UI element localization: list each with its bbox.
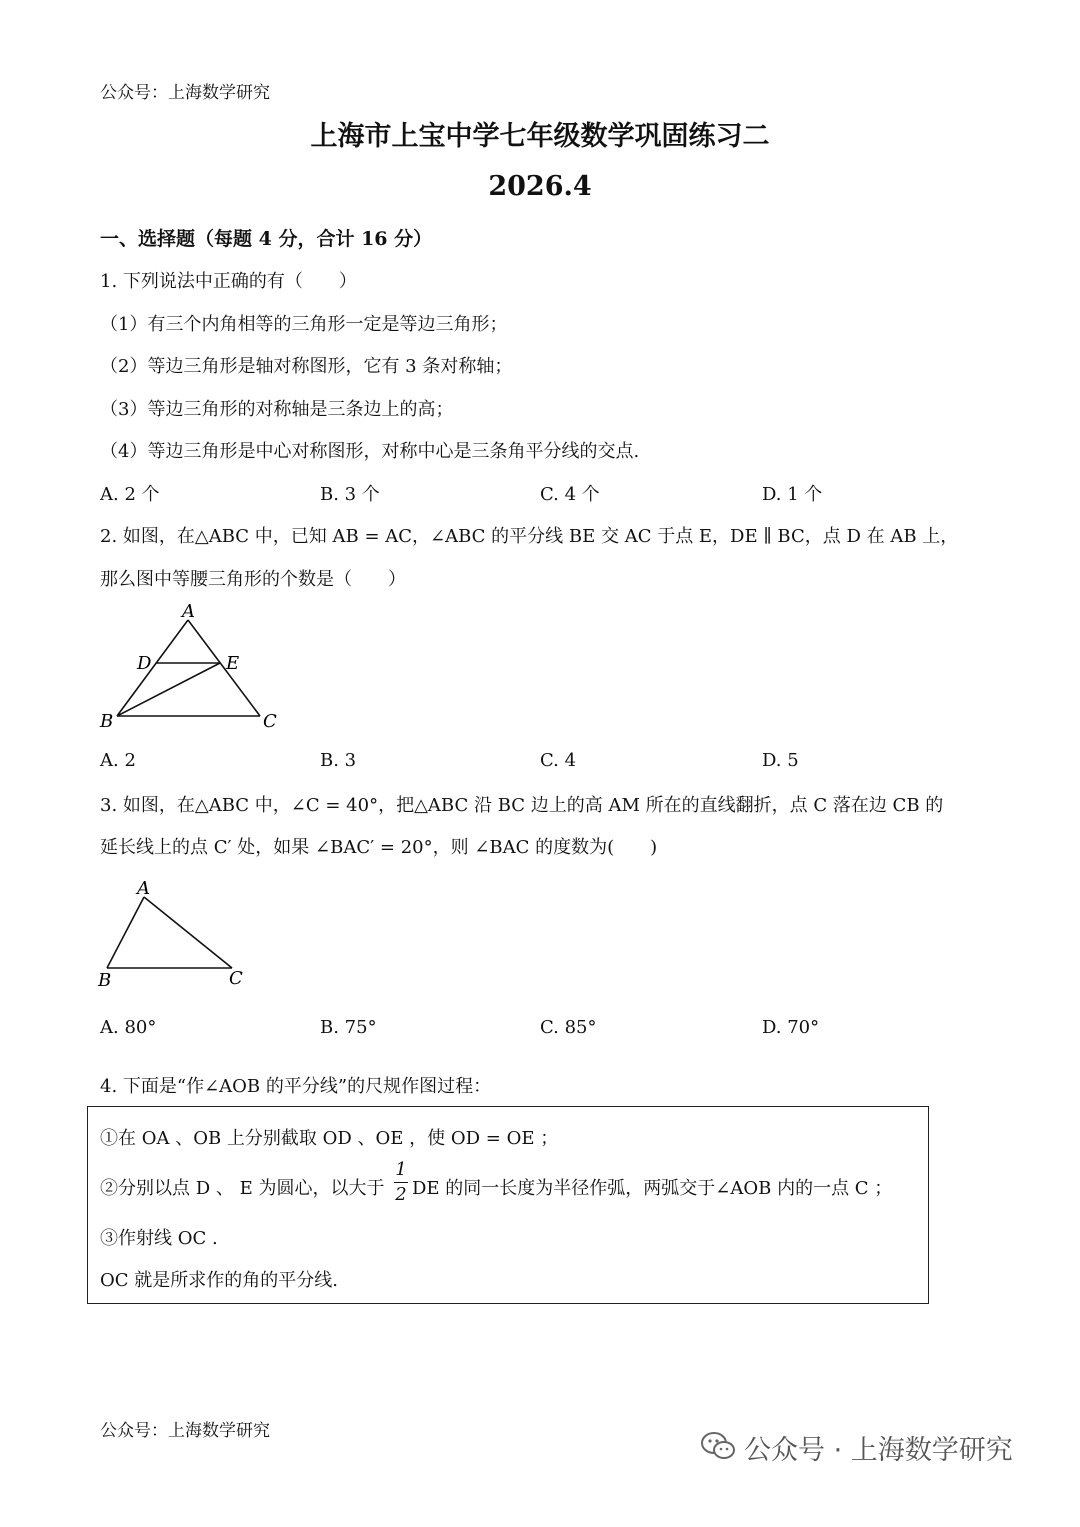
q1-stem: 1. 下列说法中正确的有（ ）: [100, 271, 357, 292]
q2-edge-ab: [117, 620, 188, 716]
q4-step-3: ③作射线 OC .: [100, 1228, 218, 1249]
q3-stem-line1: 3. 如图，在△ABC 中，∠C = 40°，把△ABC 沿 BC 边上的高 AM 所在的直线翻折，点 C 落在边 CB 的: [100, 795, 944, 816]
header-source: 公众号：上海数学研究: [100, 83, 270, 103]
q2-option-b: B. 3: [320, 750, 357, 771]
page-title: 上海市上宝中学七年级数学巩固练习二: [310, 121, 770, 152]
section-title: 一、选择题（每题 4 分，合计 16 分）: [100, 228, 433, 250]
q2-label-b: B: [100, 711, 114, 732]
q4-step-2-pre: ②分别以点 D 、 E 为圆心，以大于: [100, 1178, 385, 1199]
q3-label-b: B: [98, 970, 112, 991]
q3-label-a: A: [137, 878, 150, 899]
q2-label-c: C: [263, 711, 277, 732]
q2-label-a: A: [182, 601, 195, 622]
q2-option-c: C. 4: [540, 750, 577, 771]
q4-fraction: [394, 1160, 408, 1205]
q1-item-2: （2）等边三角形是轴对称图形，它有 3 条对称轴；: [100, 356, 513, 377]
q4-fraction-denominator: 2: [395, 1184, 407, 1205]
q2-stem-line1: 2. 如图，在△ABC 中，已知 AB = AC，∠ABC 的平分线 BE 交 AC 于点 E，DE ∥ BC，点 D 在 AB 上，: [100, 526, 959, 547]
q3-option-a: A. 80°: [100, 1017, 157, 1038]
q2-label-d: D: [137, 653, 152, 674]
q2-stem-line2: 那么图中等腰三角形的个数是（ ）: [100, 569, 406, 590]
q3-figure: [95, 875, 255, 995]
q1-option-a: A. 2 个: [100, 484, 160, 505]
q1-option-d: D. 1 个: [762, 484, 823, 505]
q4-step-2-post: DE 的同一长度为半径作弧，两弧交于∠AOB 内的一点 C ；: [412, 1178, 893, 1199]
page-date: 2026.4: [488, 171, 592, 202]
q3-option-d: D. 70°: [762, 1017, 820, 1038]
q1-option-c: C. 4 个: [540, 484, 600, 505]
footer-source: 公众号：上海数学研究: [100, 1421, 270, 1441]
q4-stem: 4. 下面是“作∠AOB 的平分线”的尺规作图过程：: [100, 1076, 492, 1097]
q3-label-c: C: [229, 968, 243, 989]
q4-step-1: ①在 OA 、OB 上分别截取 OD 、OE ，使 OD = OE ；: [100, 1128, 559, 1149]
q2-option-a: A. 2: [100, 750, 136, 771]
q4-fraction-numerator: 1: [395, 1159, 407, 1180]
q2-label-e: E: [226, 653, 240, 674]
q2-option-d: D. 5: [762, 750, 799, 771]
q3-edge-ab: [107, 897, 144, 968]
q2-figure: [95, 600, 295, 735]
q2-edge-ac: [188, 620, 260, 716]
q4-fraction-bar: [394, 1182, 408, 1183]
footer-brand: 公众号 · 上海数学研究: [744, 1435, 1013, 1466]
q3-stem-line2: 延长线上的点 C′ 处，如果 ∠BAC′ = 20°，则 ∠BAC 的度数为( ): [100, 837, 658, 858]
q3-edge-ac: [144, 897, 232, 968]
q1-item-1: （1）有三个内角相等的三角形一定是等边三角形；: [100, 314, 508, 335]
wechat-icon: [700, 1430, 736, 1462]
q4-conclusion: OC 就是所求作的角的平分线.: [100, 1270, 338, 1291]
q1-option-b: B. 3 个: [320, 484, 380, 505]
q1-item-3: （3）等边三角形的对称轴是三条边上的高；: [100, 399, 454, 420]
q2-edge-be: [117, 663, 220, 716]
q1-item-4: （4）等边三角形是中心对称图形，对称中心是三条角平分线的交点.: [100, 441, 640, 462]
q3-option-b: B. 75°: [320, 1017, 377, 1038]
q3-option-c: C. 85°: [540, 1017, 597, 1038]
